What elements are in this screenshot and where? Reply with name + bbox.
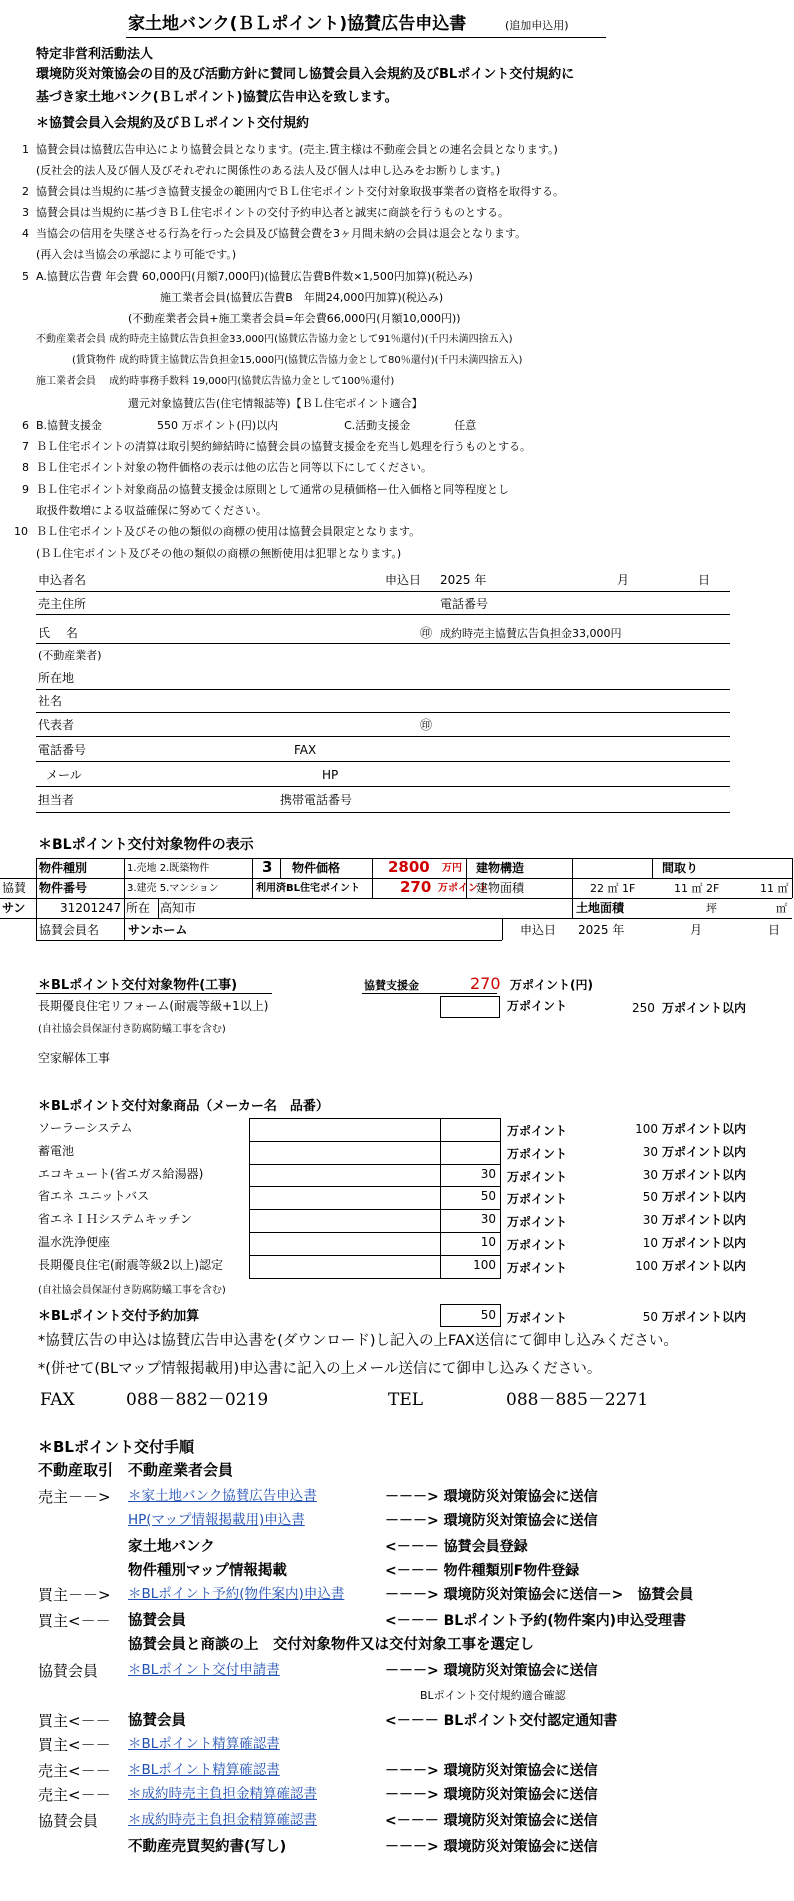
form-line — [36, 643, 730, 644]
fax-label: FAX — [40, 1390, 75, 1410]
seller-address-label: 売主住所 — [38, 597, 87, 611]
table-line — [124, 918, 125, 940]
rules-heading: ＊協賛会員入会規約及びＢＬポイント交付規約 — [36, 116, 310, 131]
procedure-actor: 売主<－－ — [38, 1786, 111, 1804]
table-line — [36, 858, 37, 940]
procedure-doc-link[interactable]: ＊BLポイント交付申請書 — [128, 1662, 280, 1678]
rule-number: 2 — [22, 185, 29, 198]
work-item-limit-unit: 万ポイント以内 — [662, 1001, 747, 1015]
product-value[interactable]: 30 — [480, 1212, 496, 1226]
table-line — [792, 858, 793, 898]
rule-number: 1 — [22, 143, 29, 156]
form-line — [36, 712, 730, 713]
rule-text: 協賛会員は当規約に基づきＢＬ住宅ポイントの交付予約申込者と誠実に商談を行うものとする。 — [36, 206, 509, 219]
product-name: 温水洗浄便座 — [38, 1235, 111, 1249]
tel-number[interactable]: 088－885－2271 — [506, 1390, 649, 1410]
support-label: 協賛支援金 — [364, 979, 419, 992]
procedure-doc-link[interactable]: HP(マップ情報掲載用)申込書 — [128, 1512, 305, 1528]
hp-label: HP — [322, 768, 339, 782]
realtor-label: (不動産業者) — [38, 649, 102, 662]
procedure-flow: BLポイント交付規約適合確認 — [420, 1689, 566, 1702]
mobile-label: 携帯電話番号 — [280, 793, 353, 807]
heading-underline — [36, 993, 272, 994]
product-unit: 万ポイント — [507, 1215, 568, 1229]
member-value[interactable]: サンホーム — [128, 923, 188, 937]
rule-text: 協賛会員は協賛広告申込により協賛会員となります。(売主.賃主様は不動産会員との連名会員となります。) — [36, 143, 558, 156]
procedure-doc-link[interactable]: ＊家土地バンク協賛広告申込書 — [128, 1488, 317, 1504]
fax-number[interactable]: 088－882－0219 — [126, 1390, 269, 1410]
table-line — [252, 858, 253, 898]
work-item-note: (自社協会員保証付き防腐防蟻工事を含む) — [38, 1024, 226, 1035]
product-unit: 万ポイント — [507, 1170, 568, 1184]
tel-label: TEL — [388, 1390, 424, 1410]
rule-text: (賃貸物件 成約時賃主協賛広告負担金15,000円(協賛広告協力金として80％還付)(千円未満四捨五入) — [72, 355, 523, 366]
form-line — [36, 591, 730, 592]
procedure-doc-link[interactable]: ＊成約時売主負担金精算確認書 — [128, 1812, 317, 1828]
procedure-flow: －－－> 環境防災対策協会に送信 — [385, 1763, 598, 1779]
product-limit-unit: 万ポイント以内 — [662, 1145, 747, 1159]
kind-value[interactable]: 3 — [262, 858, 273, 876]
product-limit-unit: 万ポイント以内 — [662, 1190, 747, 1204]
seal-mark: ㊞ — [420, 626, 433, 640]
form-line — [36, 761, 730, 762]
procedure-actor: 買主<－－ — [38, 1612, 111, 1630]
product-name: 省エネＩＨシステムキッチン — [38, 1212, 192, 1226]
products-heading: ＊BLポイント交付対象商品（メーカー名 品番） — [38, 1099, 329, 1114]
reserve-value[interactable]: 50 — [480, 1308, 496, 1322]
form-line — [36, 812, 730, 813]
kind-options: 1.売地 2.既築物件 — [127, 863, 210, 874]
procedure-step: 協賛会員 — [128, 1613, 186, 1629]
procedure-step: 家土地バンク — [128, 1539, 215, 1555]
product-limit-unit: 万ポイント以内 — [662, 1259, 747, 1273]
rule-text: (反社会的法人及び個人及びそれぞれに関係性のある法人及び個人は申し込みをお断りします。) — [36, 164, 501, 177]
price-unit: 万円 — [442, 863, 462, 874]
location-value[interactable]: 高知市 — [160, 901, 197, 915]
area-2f[interactable]: 11 ㎡ 2F — [674, 882, 720, 895]
product-limit-unit: 万ポイント以内 — [662, 1168, 747, 1182]
table-line — [249, 1141, 501, 1142]
rule-text: 当協会の信用を失墜させる行為を行った会員及び協賛会費を3ヶ月間未納の会員は退会となります。 — [36, 227, 527, 240]
product-unit: 万ポイント — [507, 1261, 568, 1275]
name-label: 氏 名 — [38, 626, 78, 640]
table-line — [249, 1255, 501, 1256]
table-line — [652, 858, 653, 878]
table-line — [124, 898, 125, 918]
date-month[interactable]: 月 — [617, 573, 630, 587]
product-limit: 30 — [642, 1213, 658, 1227]
rule-number: 8 — [22, 461, 29, 474]
form-line — [36, 689, 730, 690]
number-label: 物件番号 — [39, 881, 88, 895]
support-unit: 万ポイント(円) — [510, 978, 593, 992]
product-limit: 100 — [635, 1259, 658, 1273]
product-unit: 万ポイント — [507, 1147, 568, 1161]
land-area-label: 土地面積 — [576, 901, 625, 915]
product-name: 蓄電池 — [38, 1144, 75, 1158]
procedure-step: 協賛会員と商談の上 交付対象物件又は交付対象工事を選定し — [128, 1637, 534, 1653]
product-unit: 万ポイント — [507, 1124, 568, 1138]
fax-label: FAX — [294, 743, 317, 757]
person-label: 担当者 — [38, 793, 75, 807]
product-limit-unit: 万ポイント以内 — [662, 1122, 747, 1136]
product-name: ソーラーシステム — [38, 1121, 133, 1135]
work-heading: ＊BLポイント交付対象物件(工事) — [38, 978, 238, 993]
work-item-limit: 250 — [632, 1001, 655, 1015]
address-label: 所在地 — [38, 671, 75, 685]
price-label: 物件価格 — [292, 861, 341, 875]
rule-text: A.協賛広告費 年会費 60,000円(月額7,000円)(協賛広告費B件数×1,500円加算)(税込み) — [36, 270, 473, 283]
rule-text: (再入会は当協会の承認により可能です。) — [36, 248, 237, 261]
title-note: (追加申込用) — [505, 19, 569, 32]
tel-label: 電話番号 — [38, 743, 87, 757]
rule-number: 3 — [22, 206, 29, 219]
cut-label: 協賛 — [2, 881, 27, 895]
rule-text: ＢＬ住宅ポイント対象の物件価格の表示は他の広告と同等以下にしてください。 — [36, 461, 432, 474]
product-name: 省エネ ユニットバス — [38, 1189, 150, 1203]
rule-text: 取扱件数増による収益確保に努めてください。 — [36, 504, 267, 517]
table-line — [572, 858, 573, 898]
procedure-step: 協賛会員 — [128, 1713, 186, 1729]
used-points-value[interactable]: 270 — [400, 878, 432, 896]
procedure-actor: 買主<－－ — [38, 1736, 111, 1754]
seller-fee-note: 成約時売主協賛広告負担金33,000円 — [440, 627, 622, 640]
product-value[interactable]: 30 — [480, 1167, 496, 1181]
maker-column — [249, 1118, 441, 1278]
cut-label: サン — [2, 901, 26, 915]
table-line — [280, 858, 281, 878]
product-limit: 10 — [642, 1236, 658, 1250]
table-line — [124, 858, 125, 898]
table-line — [572, 898, 573, 918]
phone-label: 電話番号 — [440, 597, 489, 611]
company-label: 社名 — [38, 694, 63, 708]
intro-line: 環境防災対策協会の目的及び活動方針に賛同し協賛会員入会規約及びBLポイント交付規約に — [36, 67, 575, 82]
used-points-label: 利用済BL住宅ポイント — [256, 883, 360, 894]
used-points-unit: 万ポイント — [438, 883, 488, 894]
area-3f[interactable]: 11 ㎡ — [760, 882, 789, 895]
reserve-unit: 万ポイント — [507, 1311, 568, 1325]
rule-number: 7 — [22, 440, 29, 453]
sqm-unit: ㎡ — [776, 902, 787, 915]
intro-line: 特定非営利活動法人 — [36, 47, 154, 62]
seal-mark: ㊞ — [420, 718, 433, 732]
product-limit: 100 — [635, 1122, 658, 1136]
rule-text: 施工業者会員(協賛広告費B 年間24,000円加算)(税込み) — [160, 291, 444, 304]
kind-options-2: 3.建売 5.マンション — [127, 883, 219, 894]
product-unit: 万ポイント — [507, 1238, 568, 1252]
reserve-limit-unit: 万ポイント以内 — [662, 1310, 747, 1324]
page-title: 家土地バンク(ＢＬポイント)協賛広告申込書 — [128, 14, 467, 34]
procedure-actor: 協賛会員 — [38, 1662, 99, 1680]
table-line — [0, 878, 792, 879]
product-limit-unit: 万ポイント以内 — [662, 1236, 747, 1250]
reserve-label: ＊BLポイント交付予約加算 — [38, 1309, 200, 1324]
product-limit: 30 — [642, 1145, 658, 1159]
intro-line: 基づき家土地バンク(ＢＬポイント)協賛広告申込を致します。 — [36, 90, 398, 105]
procedure-flow: <－－－ BLポイント予約(物件案内)申込受理書 — [385, 1613, 686, 1629]
area-label: 建物面積 — [476, 881, 525, 895]
tsubo-unit: 坪 — [706, 902, 717, 915]
product-unit: 万ポイント — [507, 1192, 568, 1206]
procedure-flow: <－－－ 環境防災対策協会に送信 — [385, 1813, 598, 1829]
rule-text: (不動産業者会員+施工業者会員=年会費66,000円(月額10,000円)) — [128, 312, 461, 325]
procedure-flow: －－－> 環境防災対策協会に送信 — [385, 1787, 598, 1803]
table-line — [502, 918, 503, 940]
kind-label: 物件種別 — [39, 861, 88, 875]
applicant-label: 申込者名 — [38, 573, 87, 587]
table-line — [372, 858, 373, 898]
note-line: *(併せて(BLマップ情報掲載用)申込書に記入の上メール送信にて御申し込みください。 — [38, 1361, 602, 1377]
procedure-doc-link[interactable]: ＊成約時売主負担金精算確認書 — [128, 1786, 317, 1802]
product-value[interactable]: 10 — [480, 1235, 496, 1249]
procedure-actor: 売主<－－ — [38, 1762, 111, 1780]
procedure-heading: ＊BLポイント交付手順 — [38, 1438, 194, 1456]
title-underline — [126, 37, 606, 38]
rule-text: ＢＬ住宅ポイントの清算は取引契約締結時に協賛会員の協賛支援金を充当し処理を行うものとする。 — [36, 440, 531, 453]
property-heading: ＊BLポイント交付対象物件の表示 — [38, 837, 254, 853]
table-line — [249, 1186, 501, 1187]
representative-label: 代表者 — [38, 718, 75, 732]
rule-number: 6 — [22, 419, 29, 432]
table-line — [249, 1278, 501, 1279]
procedure-sub: 不動産取引 不動産業者会員 — [38, 1461, 234, 1479]
products-note: (自社協会員保証付き防腐防蟻工事を含む) — [38, 1285, 226, 1296]
procedure-step: 物件種別マップ情報掲載 — [128, 1563, 287, 1579]
product-limit: 50 — [642, 1190, 658, 1204]
rule-number: 10 — [14, 525, 28, 538]
form-line — [36, 614, 730, 615]
date-day[interactable]: 日 — [698, 573, 711, 587]
table-line — [158, 898, 159, 918]
rule-text: 施工業者会員 成約時事務手数料 19,000円(協賛広告協力金として100％還付) — [36, 376, 395, 387]
procedure-flow: <－－－ 物件種類別F物件登録 — [385, 1563, 580, 1579]
product-limit: 30 — [642, 1168, 658, 1182]
procedure-flow: －－－> 環境防災対策協会に送信－> 協賛会員 — [385, 1587, 694, 1603]
work-item-input[interactable] — [440, 996, 500, 1018]
rule-text: B.協賛支援金 550 万ポイント(円)以内 C.活動支援金 任意 — [36, 419, 477, 432]
support-underline — [362, 993, 497, 994]
work-item-name: 長期優良住宅リフォーム(耐震等級+1以上) — [38, 999, 269, 1013]
procedure-step: 不動産売買契約書(写し) — [128, 1839, 287, 1855]
date-year[interactable]: 2025 年 — [440, 573, 487, 587]
procedure-flow: －－－> 環境防災対策協会に送信 — [385, 1513, 598, 1529]
table-line — [36, 940, 502, 941]
member-label: 協賛会員名 — [39, 923, 100, 937]
price-value[interactable]: 2800 — [388, 858, 430, 876]
reserve-limit: 50 — [642, 1310, 658, 1324]
date-label: 申込日 — [385, 573, 422, 587]
rule-text: (ＢＬ住宅ポイント及びその他の類似の商標の無断使用は犯罪となります。) — [36, 547, 402, 560]
location-label: 所在 — [126, 901, 151, 915]
product-value[interactable]: 50 — [480, 1189, 496, 1203]
number-value[interactable]: 31201247 — [60, 901, 122, 915]
structure-label: 建物構造 — [476, 861, 525, 875]
work-item-unit: 万ポイント — [507, 999, 568, 1013]
rule-text: 不動産業者会員 成約時売主協賛広告負担金33,000円(協賛広告協力金として91％還付)(千円未満四捨五入) — [36, 334, 513, 345]
apply-date-day[interactable]: 日 — [768, 923, 781, 937]
apply-date-label: 申込日 — [520, 923, 557, 937]
table-line — [249, 1164, 501, 1165]
table-line — [249, 1232, 501, 1233]
area-1f[interactable]: 22 ㎡ 1F — [590, 882, 636, 895]
apply-date-month[interactable]: 月 — [690, 923, 703, 937]
rule-number: 4 — [22, 227, 29, 240]
apply-date-year[interactable]: 2025 年 — [578, 923, 625, 937]
procedure-flow: －－－> 環境防災対策協会に送信 — [385, 1839, 598, 1855]
form-line — [36, 736, 730, 737]
procedure-doc-link[interactable]: ＊BLポイント精算確認書 — [128, 1762, 280, 1778]
procedure-doc-link[interactable]: ＊BLポイント精算確認書 — [128, 1736, 280, 1752]
product-value[interactable]: 100 — [473, 1258, 496, 1272]
procedure-doc-link[interactable]: ＊BLポイント予約(物件案内)申込書 — [128, 1586, 345, 1602]
procedure-flow: <－－－ BLポイント交付認定通知書 — [385, 1713, 618, 1729]
rule-number: 9 — [22, 483, 29, 496]
product-limit-unit: 万ポイント以内 — [662, 1213, 747, 1227]
procedure-actor: 買主－－> — [38, 1586, 111, 1604]
note-line: *協賛広告の申込は協賛広告申込書を(ダウンロード)し記入の上FAX送信にて御申し込みください。 — [38, 1333, 678, 1349]
rule-text: 還元対象協賛広告(住宅情報誌等)【ＢＬ住宅ポイント適合】 — [128, 397, 423, 410]
mail-label: メール — [46, 768, 82, 782]
procedure-actor: 買主<－－ — [38, 1712, 111, 1730]
work-item-name: 空家解体工事 — [38, 1051, 111, 1065]
form-line — [36, 786, 730, 787]
rule-text: ＢＬ住宅ポイント及びその他の類似の商標の使用は協賛会員限定となります。 — [36, 525, 421, 538]
rule-text: ＢＬ住宅ポイント対象商品の協賛支援金は原則として通常の見積価格ー仕入価格と同等程度とし — [36, 483, 509, 496]
procedure-flow: <－－－ 協賛会員登録 — [385, 1539, 528, 1555]
product-name: エコキュート(省エガス給湯器) — [38, 1167, 204, 1181]
procedure-actor: 売主－－> — [38, 1488, 111, 1506]
layout-label: 間取り — [662, 861, 699, 875]
product-name: 長期優良住宅(耐震等級2以上)認定 — [38, 1258, 223, 1272]
support-value[interactable]: 270 — [470, 974, 501, 993]
table-line — [0, 918, 792, 919]
table-line — [0, 898, 792, 899]
procedure-actor: 協賛会員 — [38, 1812, 99, 1830]
procedure-flow: －－－> 環境防災対策協会に送信 — [385, 1489, 598, 1505]
rule-text: 協賛会員は当規約に基づき協賛支援金の範囲内でＢＬ住宅ポイント交付対象取扱事業者の資格を取得する。 — [36, 185, 564, 198]
rule-number: 5 — [22, 270, 29, 283]
procedure-flow: －－－> 環境防災対策協会に送信 — [385, 1663, 598, 1679]
table-line — [249, 1209, 501, 1210]
